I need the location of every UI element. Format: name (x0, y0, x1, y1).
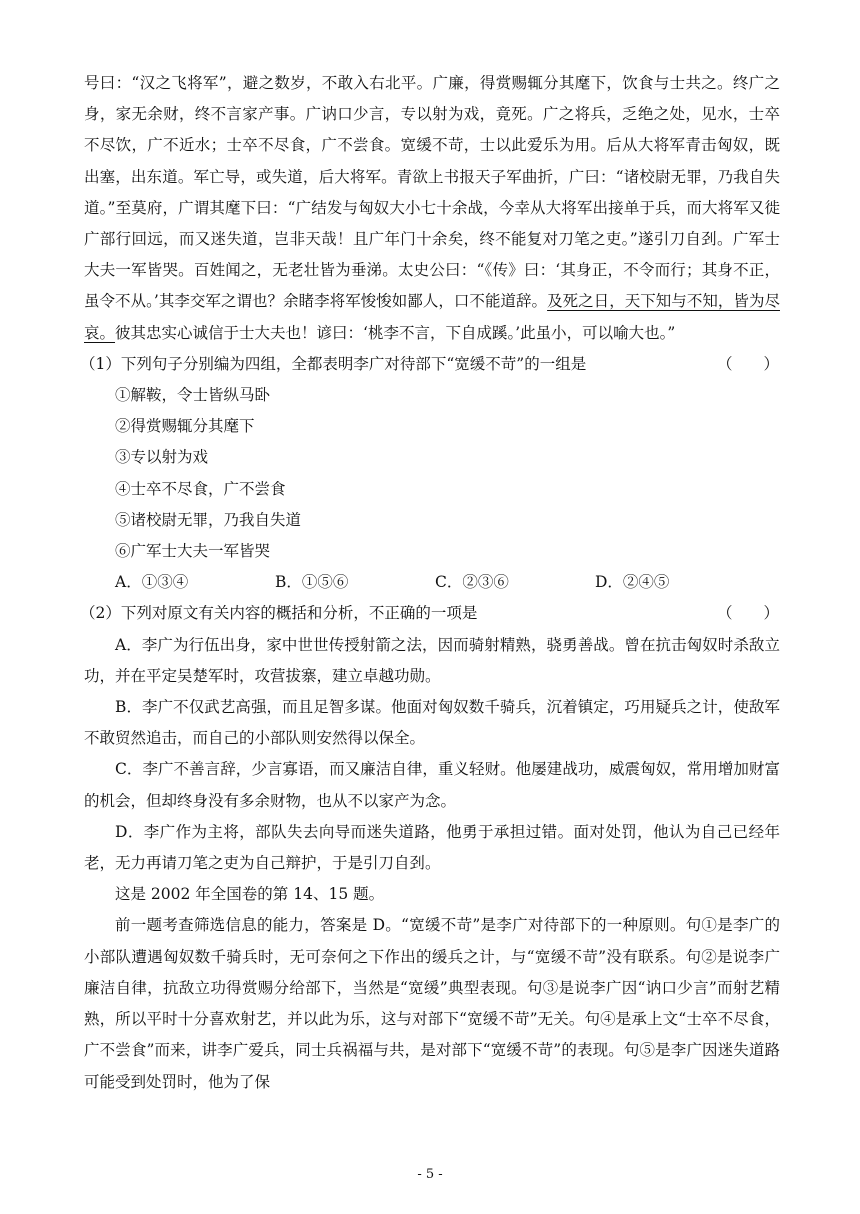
question-1-answer-blank: （ ） (716, 354, 779, 373)
question-1-item: ⑥广军士大夫一军皆哭 (115, 542, 271, 561)
question-1-stem (80, 349, 780, 380)
choice-c: C．②③⑥ (435, 573, 509, 592)
question-2-stem (80, 598, 780, 629)
question-2-option-d: D．李广作为主将，部队失去向导而迷失道路，他勇于承担过错。面对处罚，他认为自己已经年老，无力再请刀笔之吏为自己辩护，于是引刀自刭。 (84, 822, 780, 873)
question-2-option-c: C．李广不善言辞，少言寡语，而又廉洁自律，重义轻财。他屡建战功，威震匈奴，常用增加财富的机会，但却终身没有多余财物，也从不以家产为念。 (84, 760, 780, 810)
passage-underlined-sentence: 及死之日，天下知与不知，皆为尽哀。 (84, 292, 780, 342)
question-1-item: ①解鞍，令士皆纵马卧 (115, 386, 271, 405)
question-2-option-a: A．李广为行伍出身，家中世世传授射箭之法，因而骑射精熟，骁勇善战。曾在抗击匈奴时杀敌立功，并在平定吴楚军时，攻营拔寨，建立卓越功勋。 (84, 635, 780, 685)
passage-main-text: 号曰：“汉之飞将军”，避之数岁，不敢入右北平。广廉，得赏赐辄分其麾下，饮食与士共之。终广之身，家无余财，终不言家产事。广讷口少言，专以射为戏，竟死。广之将兵，乏绝之处，见水，士卒不尽饮，广不近水；士卒不尽食，广不尝食。宽缓不苛，士以此爱乐为用。后从大将军青击匈奴，既出塞，出东道。军亡导，或失道，后大将军。青欲上书报天子军曲折，广曰：“诸校尉无罪，乃我自失道。”至莫府，广谓其麾下曰：“广结发与匈奴大小七十余战，今幸从大将军出接单于兵，而大将军又徙广部行回远，而又迷失道，岂非天哉！且广年门十余矣，终不能复对刀笔之吏。”遂引刀自刭。广军士大夫一军皆哭。百姓闻之，无老壮皆为垂涕。太史公曰：“《传》曰：‘其身正，不令而行；其身不正，虽令不从。’其李交军之谓也？余睹李将军悛悛如鄙人，口不能道辞。 (84, 74, 780, 311)
page-number: - 5 - (417, 1167, 443, 1182)
choice-a: A．①③④ (115, 573, 189, 592)
passage-tail-text: 彼其忠实心诚信于士大夫也！谚曰：‘桃李不言，下自成蹊。’此虽小，可以喻大也。” (115, 323, 676, 342)
question-1-choices (84, 567, 780, 598)
question-2-answer-blank: （ ） (716, 604, 779, 623)
question-1-item: ③专以射为戏 (115, 448, 209, 467)
question-2-option-b: B．李广不仅武艺高强，而且足智多谋。他面对匈奴数千骑兵，沉着镇定，巧用疑兵之计，使敌军不敢贸然追击，而自己的小部队则安然得以保全。 (84, 698, 780, 748)
choice-d: D．②④⑤ (595, 573, 670, 592)
question-1-text: （1）下列句子分别编为四组，全都表明李广对待部下“宽缓不苛”的一组是 (80, 354, 587, 373)
source-note: 这是 2002 年全国卷的第 14、15 题。 (115, 885, 385, 904)
question-1-item: ④士卒不尽食，广不尝食 (115, 479, 286, 498)
choice-b: B．①⑤⑥ (275, 573, 349, 592)
analysis-paragraph: 前一题考查筛选信息的能力，答案是 D。“宽缓不苛”是李广对待部下的一种原则。句①是李广的小部队遭遇匈奴数千骑兵时，无可奈何之下作出的缓兵之计，与“宽缓不苛”没有联系。句②是说李广廉洁自律，抗敌立功得赏赐分给部下，当然是“宽缓”典型表现。句③是说李广因“讷口少言”而射艺精熟，所以平时十分喜欢射艺，并以此为乐，这与对部下“宽缓不苛”无关。句④是承上文“士卒不尽食，广不尝食”而来，讲李广爱兵，同士兵祸福与共，是对部下“宽缓不苛”的表现。句⑤是李广因迷失道路可能受到处罚时，他为了保 (84, 916, 780, 1091)
question-1-item: ⑤诸校尉无罪，乃我自失道 (115, 510, 302, 529)
passage-paragraph (84, 68, 780, 349)
page-content (80, 68, 780, 1098)
question-1-item: ②得赏赐辄分其麾下 (115, 417, 255, 436)
question-2-text: （2）下列对原文有关内容的概括和分析，不正确的一项是 (80, 604, 478, 623)
